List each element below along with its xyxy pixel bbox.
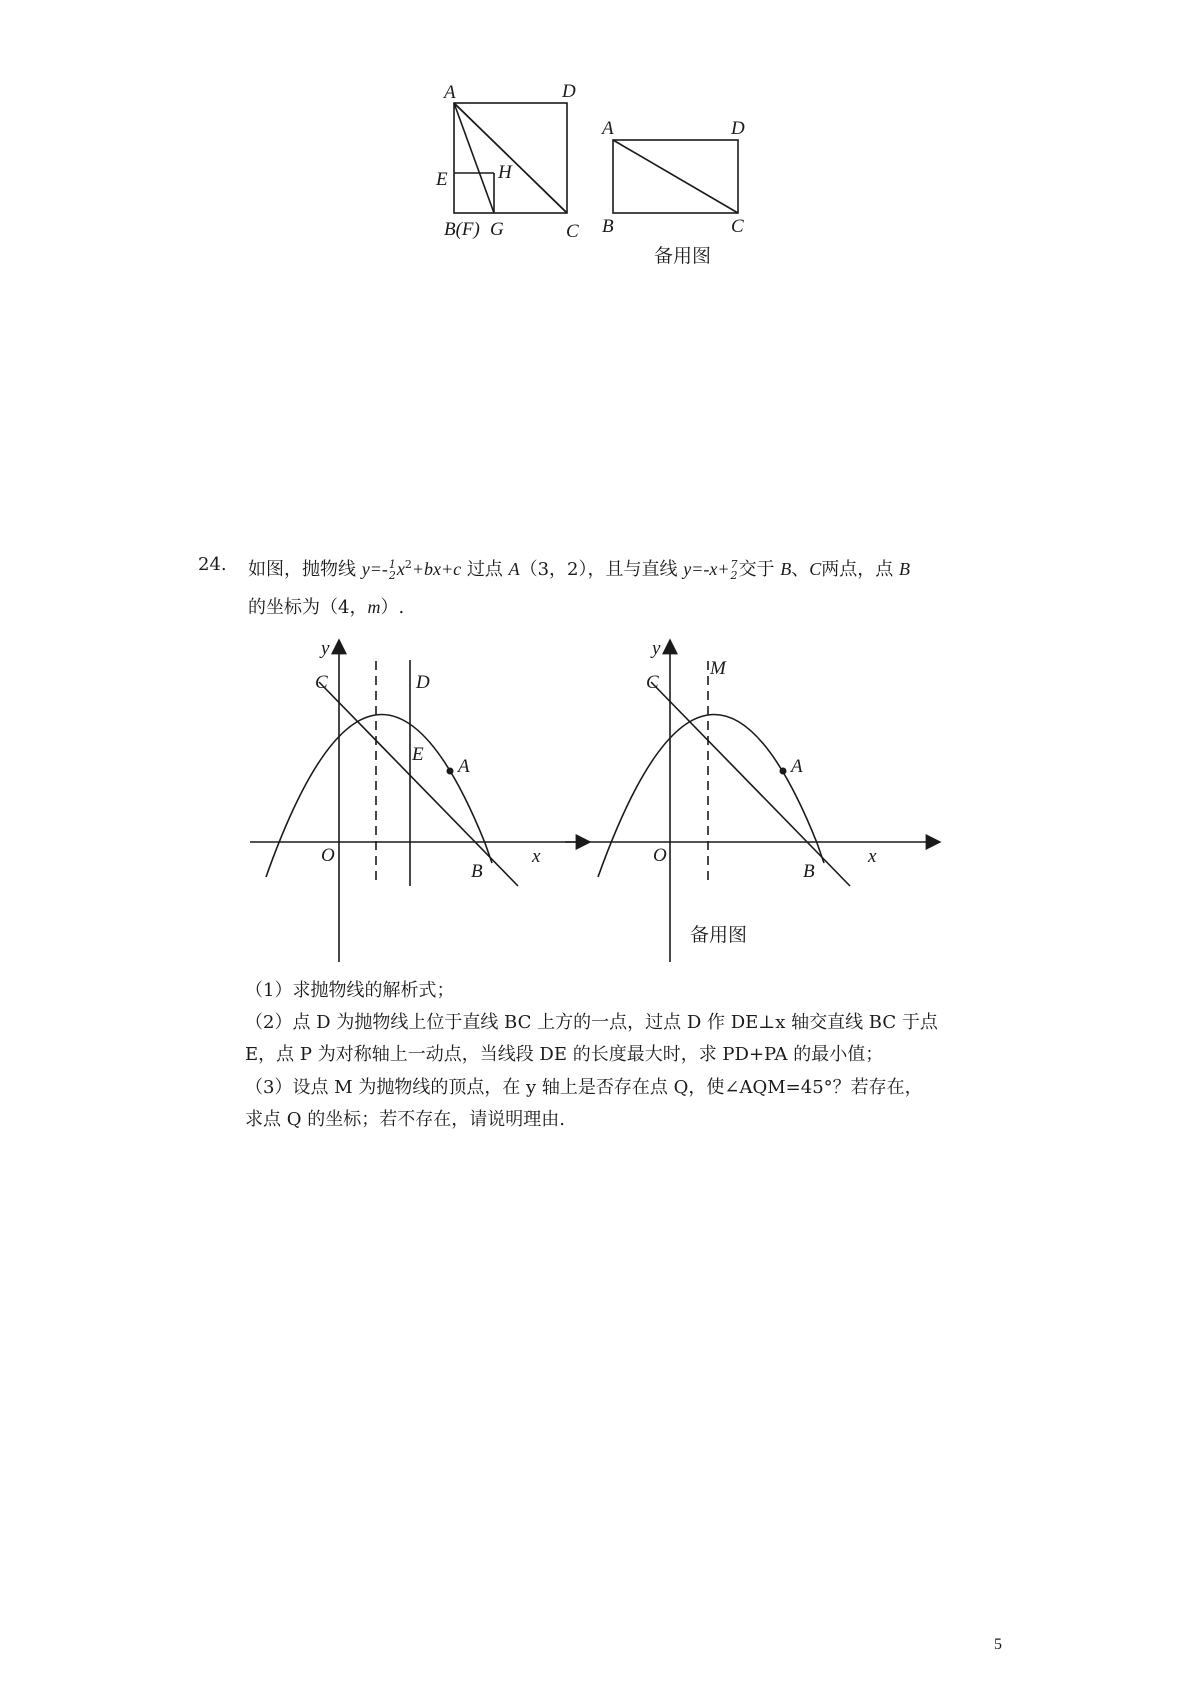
- text: （3，2），且与直线: [519, 559, 684, 580]
- text: 如图，抛物线: [248, 559, 362, 580]
- label-o: O: [653, 845, 667, 866]
- rect-label-a: A: [602, 118, 614, 139]
- label-x: x: [532, 846, 541, 867]
- label-b: B: [471, 861, 483, 882]
- figure-q23: [420, 80, 800, 280]
- math: y=-x+: [683, 559, 730, 579]
- line-bc: [651, 682, 850, 886]
- label-o: O: [321, 845, 335, 866]
- text: ）.: [380, 597, 405, 618]
- line-ag: [454, 103, 494, 213]
- label-m: M: [710, 658, 726, 679]
- math: m: [367, 597, 381, 617]
- figure-q24: [220, 630, 980, 970]
- point-a-dot: [447, 768, 454, 775]
- label-a: A: [444, 82, 456, 103]
- label-e: E: [436, 169, 448, 190]
- label-b: B: [803, 861, 815, 882]
- point-b: B: [780, 559, 792, 579]
- label-x: x: [868, 846, 877, 867]
- label-bf: B(F): [444, 219, 480, 240]
- fraction-1: 1 2: [388, 558, 396, 582]
- page-number: 5: [994, 1636, 1002, 1653]
- question-number: 24.: [198, 554, 227, 575]
- label-e: E: [412, 744, 424, 765]
- rectangle-diagonal: [613, 140, 738, 213]
- math: +bx+c: [411, 559, 462, 579]
- spare-caption-q23: 备用图: [654, 245, 712, 267]
- sub-question-1: （1）求抛物线的解析式；: [245, 980, 455, 1001]
- point-c: C: [809, 559, 822, 579]
- point-a: A: [508, 559, 520, 579]
- text: 交于: [738, 559, 781, 580]
- sub-question-2-line-2: E，点 P 为对称轴上一动点，当线段 DE 的长度最大时，求 PD+PA 的最小值；: [245, 1044, 884, 1065]
- parabola: [266, 715, 492, 877]
- label-c: C: [315, 672, 328, 693]
- graph-right: [565, 640, 940, 962]
- spare-caption-q24: 备用图: [690, 924, 748, 946]
- math: =-: [369, 559, 388, 579]
- question-line-2: [248, 590, 404, 625]
- label-c: C: [566, 221, 579, 242]
- fraction-2: 7 2: [730, 558, 738, 582]
- label-a: A: [458, 756, 470, 777]
- sub-question-3-line-2: 求点 Q 的坐标；若不存在，请说明理由.: [245, 1109, 565, 1130]
- rect-label-b: B: [602, 216, 614, 237]
- label-y: y: [652, 638, 661, 659]
- text: 、: [791, 559, 810, 580]
- line-ec: [454, 103, 567, 213]
- rect-label-d: D: [731, 118, 745, 139]
- text: 过点: [461, 559, 509, 580]
- exponent: 2: [404, 558, 412, 571]
- label-d: D: [416, 672, 430, 693]
- question-line-1: [248, 548, 910, 587]
- sub-question-3-line-1: （3）设点 M 为抛物线的顶点，在 y 轴上是否存在点 Q，使∠AQM=45°？若存在，: [245, 1077, 923, 1098]
- sub-question-2-line-1: （2）点 D 为抛物线上位于直线 BC 上方的一点，过点 D 作 DE⊥x 轴交直线 BC 于点: [245, 1012, 938, 1033]
- label-d: D: [562, 81, 576, 102]
- point-a-dot: [780, 768, 787, 775]
- rect-label-c: C: [731, 216, 744, 237]
- label-g: G: [490, 219, 504, 240]
- label-a: A: [791, 756, 803, 777]
- label-y: y: [321, 638, 330, 659]
- math: x: [396, 559, 405, 579]
- math: y: [361, 559, 370, 579]
- text: 的坐标为（4，: [248, 597, 368, 618]
- parabola: [598, 715, 824, 877]
- label-c: C: [646, 672, 659, 693]
- point-b: B: [899, 559, 910, 579]
- label-h: H: [498, 162, 512, 183]
- text: 两点，点: [821, 559, 899, 580]
- line-bc: [319, 682, 518, 886]
